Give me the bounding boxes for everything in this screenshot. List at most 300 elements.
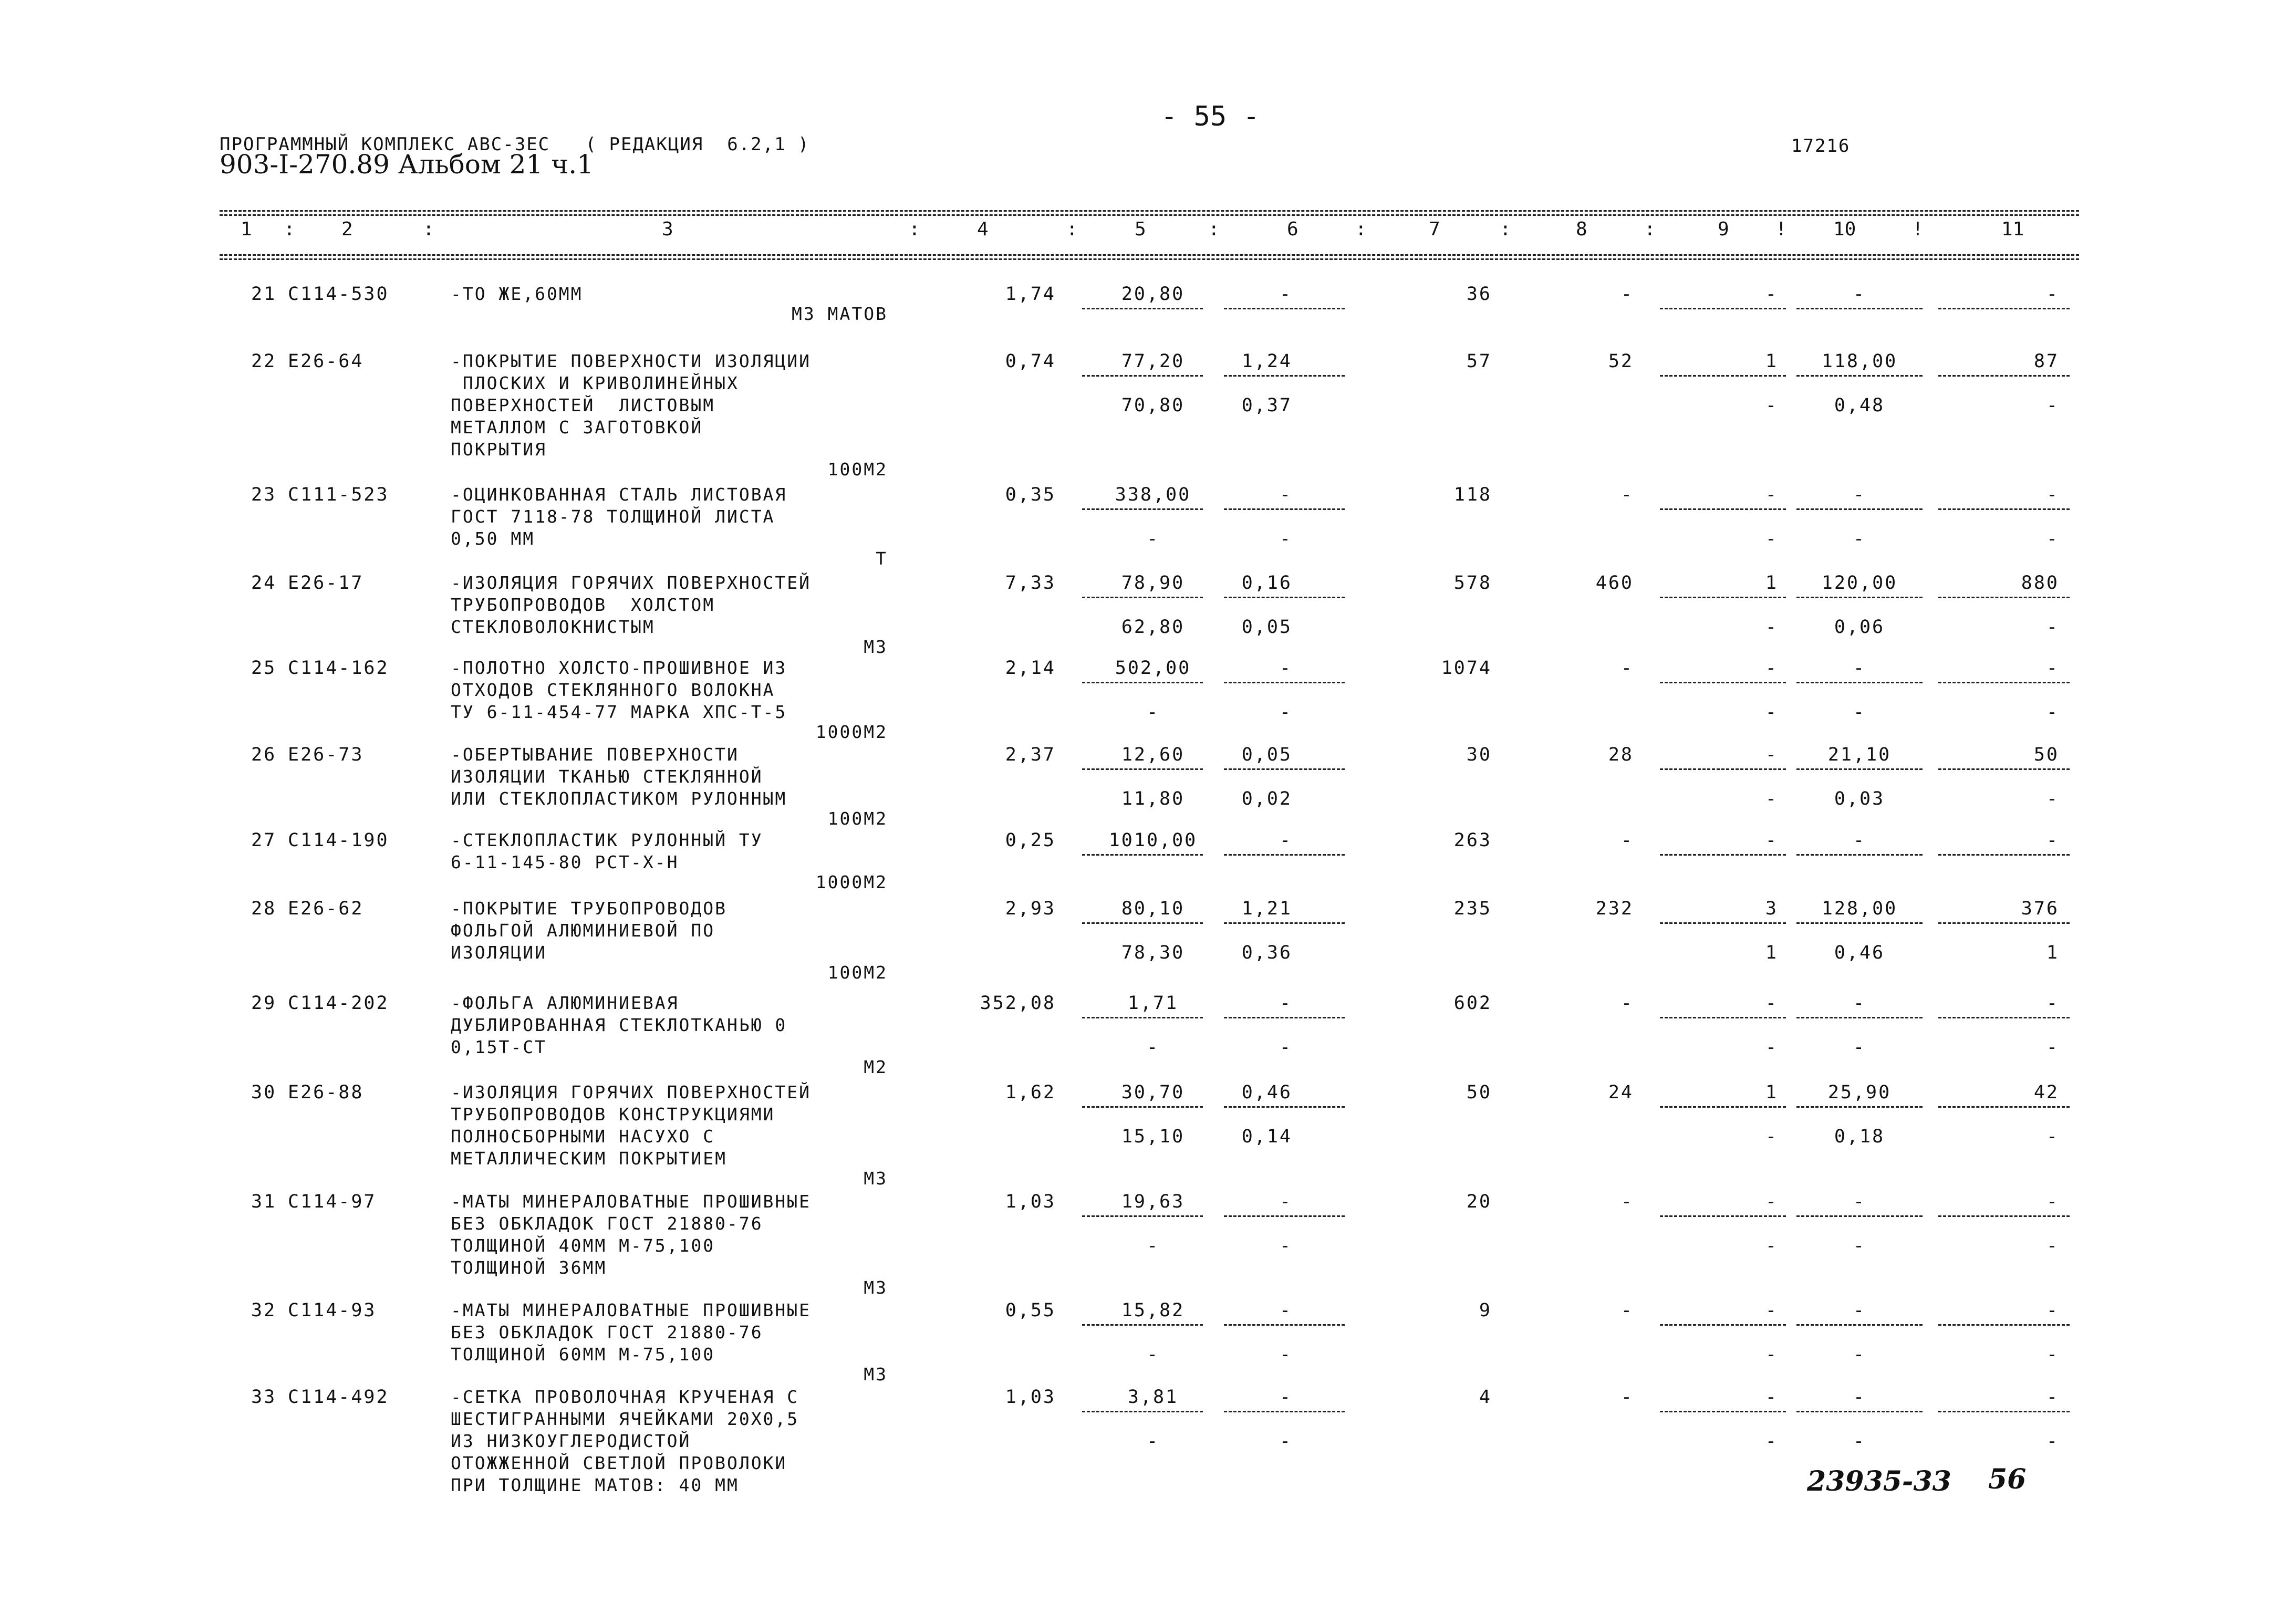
unit-of-measure: М3 МАТОВ	[792, 304, 888, 324]
value-c6-lower: 0,05	[1241, 617, 1292, 638]
description-line: БЕЗ ОБКЛАДОК ГОСТ 21880-76	[451, 1213, 763, 1234]
cell-divider-rule	[1660, 682, 1786, 683]
description-line: ИЛИ СТЕКЛОПЛАСТИКОМ РУЛОННЫМ	[451, 788, 787, 809]
value-c8: 460	[1595, 573, 1634, 594]
value-c7: 4	[1479, 1387, 1492, 1408]
value-c10-lower: -	[1853, 702, 1866, 723]
description-line: -МАТЫ МИНЕРАЛОВАТНЫЕ ПРОШИВНЫЕ	[451, 1191, 812, 1212]
value-c5-upper: 15,82	[1121, 1300, 1185, 1321]
quantity: 2,93	[1005, 898, 1056, 919]
cell-divider-rule	[1660, 922, 1786, 924]
description-line: -ПОКРЫТИЕ ТРУБОПРОВОДОВ	[451, 898, 727, 919]
cell-divider-rule	[1796, 854, 1923, 856]
value-c6-upper: 0,16	[1241, 573, 1292, 594]
quantity: 1,03	[1005, 1387, 1056, 1408]
value-c7: 50	[1466, 1082, 1492, 1103]
value-c10-upper: 128,00	[1821, 898, 1898, 919]
description-line: ИЗОЛЯЦИИ	[451, 942, 547, 963]
value-c6-lower: 0,36	[1241, 942, 1292, 963]
resource-code: С111-523	[288, 484, 389, 505]
value-c8: 24	[1608, 1082, 1634, 1103]
value-c8: -	[1620, 830, 1634, 851]
value-c11-upper: 880	[2021, 573, 2059, 594]
value-c6-upper: 1,24	[1241, 351, 1292, 372]
cell-divider-rule	[1224, 597, 1345, 598]
value-c9-upper: 1	[1765, 351, 1778, 372]
value-c10-upper: -	[1853, 1300, 1866, 1321]
value-c10-upper: -	[1853, 1387, 1866, 1408]
value-c8: 232	[1595, 898, 1634, 919]
value-c6-lower: -	[1279, 1431, 1292, 1452]
quantity: 0,74	[1005, 351, 1056, 372]
description-line: -МАТЫ МИНЕРАЛОВАТНЫЕ ПРОШИВНЫЕ	[451, 1300, 812, 1320]
cell-divider-rule	[1938, 308, 2070, 309]
cell-divider-rule	[1224, 375, 1345, 377]
quantity: 1,62	[1005, 1082, 1056, 1103]
table-top-rule-2	[220, 214, 2079, 216]
description-line: -СТЕКЛОПЛАСТИК РУЛОННЫЙ ТУ	[451, 830, 763, 850]
value-c9-upper: -	[1765, 993, 1778, 1014]
description-line: -ПОЛОТНО ХОЛСТО-ПРОШИВНОЕ ИЗ	[451, 658, 787, 678]
cell-divider-rule	[1224, 1324, 1345, 1326]
value-c5-upper: 20,80	[1121, 284, 1185, 305]
value-c9-lower: 1	[1765, 942, 1778, 963]
value-c10-upper: 120,00	[1821, 573, 1898, 594]
value-c10-lower: -	[1853, 1235, 1866, 1256]
cell-divider-rule	[1224, 768, 1345, 770]
value-c5-lower: 15,10	[1121, 1126, 1185, 1147]
description-line: СТЕКЛОВОЛОКНИСТЫМ	[451, 617, 655, 637]
column-header-5: 5	[1135, 218, 1146, 240]
value-c7: 30	[1466, 744, 1492, 765]
value-c10-upper: -	[1853, 484, 1866, 505]
cell-divider-rule	[1796, 922, 1923, 924]
value-c7: 36	[1466, 284, 1492, 305]
unit-of-measure: 100М2	[827, 962, 888, 983]
value-c5-lower: 70,80	[1121, 395, 1185, 416]
value-c11-upper: 376	[2021, 898, 2059, 919]
value-c5-upper: 30,70	[1121, 1082, 1185, 1103]
row-number: 27	[251, 830, 277, 851]
value-c9-lower: -	[1765, 1431, 1778, 1452]
quantity: 2,14	[1005, 658, 1056, 679]
value-c10-upper: 25,90	[1827, 1082, 1892, 1103]
value-c5-lower: -	[1146, 1037, 1160, 1058]
column-separator: :	[423, 218, 434, 240]
description-line: ПОКРЫТИЯ	[451, 439, 547, 460]
cell-divider-rule	[1082, 922, 1203, 924]
value-c11-lower: -	[2046, 702, 2059, 723]
value-c5-upper: 77,20	[1121, 351, 1185, 372]
cell-divider-rule	[1660, 1215, 1786, 1217]
resource-code: С114-93	[288, 1300, 377, 1321]
column-separator: !	[1775, 218, 1787, 240]
table-header-rule	[220, 254, 2079, 256]
description-line: БЕЗ ОБКЛАДОК ГОСТ 21880-76	[451, 1322, 763, 1343]
cell-divider-rule	[1224, 1017, 1345, 1018]
cell-divider-rule	[1082, 597, 1203, 598]
value-c10-upper: -	[1853, 658, 1866, 679]
unit-of-measure: М3	[864, 637, 888, 657]
value-c9-upper: -	[1765, 744, 1778, 765]
cell-divider-rule	[1796, 1017, 1923, 1018]
cell-divider-rule	[1938, 682, 2070, 683]
unit-of-measure: М2	[864, 1057, 888, 1077]
unit-of-measure: М3	[864, 1277, 888, 1298]
unit-of-measure: М3	[864, 1364, 888, 1385]
column-separator: :	[1500, 218, 1511, 240]
resource-code: Е26-88	[288, 1082, 364, 1103]
value-c11-upper: 42	[2033, 1082, 2059, 1103]
unit-of-measure: М3	[864, 1168, 888, 1189]
value-c9-lower: -	[1765, 1126, 1778, 1147]
description-line: ПЛОСКИХ И КРИВОЛИНЕЙНЫХ	[451, 373, 739, 393]
value-c10-lower: -	[1853, 1344, 1866, 1365]
value-c6-lower: -	[1279, 1235, 1292, 1256]
value-c7: 9	[1479, 1300, 1492, 1321]
value-c9-lower: -	[1765, 788, 1778, 809]
row-number: 23	[251, 484, 277, 505]
value-c10-upper: 21,10	[1827, 744, 1892, 765]
description-line: ИЗ НИЗКОУГЛЕРОДИСТОЙ	[451, 1431, 691, 1451]
value-c10-lower: 0,48	[1834, 395, 1885, 416]
value-c10-lower: -	[1853, 528, 1866, 549]
value-c10-upper: -	[1853, 830, 1866, 851]
column-header-6: 6	[1287, 218, 1298, 240]
cell-divider-rule	[1796, 1106, 1923, 1108]
value-c10-lower: -	[1853, 1431, 1866, 1452]
cell-divider-rule	[1082, 854, 1203, 856]
column-separator: :	[1066, 218, 1078, 240]
resource-code: С114-530	[288, 284, 389, 305]
value-c7: 578	[1453, 573, 1492, 594]
value-c5-lower: -	[1146, 702, 1160, 723]
value-c9-lower: -	[1765, 1235, 1778, 1256]
value-c7: 1074	[1441, 658, 1492, 679]
description-line: ФОЛЬГОЙ АЛЮМИНИЕВОЙ ПО	[451, 920, 715, 941]
unit-of-measure: 100М2	[827, 808, 888, 829]
cell-divider-rule	[1224, 682, 1345, 683]
value-c9-upper: -	[1765, 1387, 1778, 1408]
column-header-10: 10	[1833, 218, 1856, 240]
value-c6-upper: -	[1279, 484, 1292, 505]
cell-divider-rule	[1082, 1324, 1203, 1326]
cell-divider-rule	[1224, 922, 1345, 924]
value-c5-upper: 502,00	[1115, 658, 1191, 679]
row-number: 33	[251, 1387, 277, 1408]
cell-divider-rule	[1082, 508, 1203, 510]
document-code: 17216	[1791, 136, 1851, 157]
value-c9-upper: -	[1765, 484, 1778, 505]
description-line: -ОБЕРТЫВАНИЕ ПОВЕРХНОСТИ	[451, 744, 739, 765]
value-c11-upper: -	[2046, 484, 2059, 505]
column-header-3: 3	[662, 218, 673, 240]
value-c6-lower: -	[1279, 702, 1292, 723]
value-c11-lower: -	[2046, 1344, 2059, 1365]
row-number: 24	[251, 573, 277, 594]
value-c8: -	[1620, 993, 1634, 1014]
cell-divider-rule	[1938, 1106, 2070, 1108]
resource-code: Е26-17	[288, 573, 364, 594]
cell-divider-rule	[1796, 682, 1923, 683]
value-c11-lower: -	[2046, 1037, 2059, 1058]
quantity: 352,08	[980, 993, 1056, 1014]
value-c9-lower: -	[1765, 617, 1778, 638]
value-c9-upper: -	[1765, 658, 1778, 679]
cell-divider-rule	[1660, 1017, 1786, 1018]
value-c5-lower: -	[1146, 528, 1160, 549]
cell-divider-rule	[1796, 375, 1923, 377]
column-header-8: 8	[1576, 218, 1587, 240]
resource-code: С114-97	[288, 1191, 377, 1212]
cell-divider-rule	[1938, 508, 2070, 510]
value-c7: 118	[1453, 484, 1492, 505]
cell-divider-rule	[1796, 597, 1923, 598]
description-line: 0,50 ММ	[451, 528, 535, 549]
column-separator: :	[1644, 218, 1656, 240]
row-number: 31	[251, 1191, 277, 1212]
value-c11-lower: -	[2046, 1235, 2059, 1256]
description-line: -ИЗОЛЯЦИЯ ГОРЯЧИХ ПОВЕРХНОСТЕЙ	[451, 573, 812, 593]
column-header-1: 1	[241, 218, 252, 240]
cell-divider-rule	[1660, 854, 1786, 856]
quantity: 1,03	[1005, 1191, 1056, 1212]
cell-divider-rule	[1796, 508, 1923, 510]
value-c11-lower: -	[2046, 1431, 2059, 1452]
cell-divider-rule	[1224, 854, 1345, 856]
row-number: 21	[251, 284, 277, 305]
registration-stamp: 23935-33	[1807, 1465, 1951, 1497]
resource-code: С114-162	[288, 658, 389, 679]
cell-divider-rule	[1938, 1411, 2070, 1412]
program-header: ПРОГРАММНЫЙ КОМПЛЕКС АВС-3ЕС ( РЕДАКЦИЯ 6.2,1 )	[220, 134, 810, 155]
value-c5-upper: 19,63	[1121, 1191, 1185, 1212]
cell-divider-rule	[1938, 768, 2070, 770]
value-c7: 602	[1453, 993, 1492, 1014]
quantity: 7,33	[1005, 573, 1056, 594]
resource-code: С114-492	[288, 1387, 389, 1408]
album-reference: 903-I-270.89 Альбом 21 ч.1	[220, 149, 594, 180]
value-c7: 20	[1466, 1191, 1492, 1212]
cell-divider-rule	[1660, 1106, 1786, 1108]
unit-of-measure: 1000М2	[815, 722, 888, 742]
value-c11-lower: -	[2046, 395, 2059, 416]
cell-divider-rule	[1938, 1215, 2070, 1217]
description-line: ТРУБОПРОВОДОВ КОНСТРУКЦИЯМИ	[451, 1104, 775, 1125]
value-c5-lower: 78,30	[1121, 942, 1185, 963]
description-line: ТОЛЩИНОЙ 60ММ М-75,100	[451, 1344, 715, 1365]
row-number: 22	[251, 351, 277, 372]
resource-code: Е26-62	[288, 898, 364, 919]
value-c11-upper: -	[2046, 1300, 2059, 1321]
table-top-rule	[220, 210, 2079, 212]
value-c10-upper: -	[1853, 284, 1866, 305]
value-c11-lower: 1	[2046, 942, 2059, 963]
cell-divider-rule	[1082, 1215, 1203, 1217]
cell-divider-rule	[1938, 375, 2070, 377]
value-c5-upper: 3,81	[1127, 1387, 1179, 1408]
description-line: ТРУБОПРОВОДОВ ХОЛСТОМ	[451, 595, 715, 615]
description-line: ОТХОДОВ СТЕКЛЯННОГО ВОЛОКНА	[451, 680, 775, 700]
value-c10-lower: -	[1853, 1037, 1866, 1058]
description-line: ГОСТ 7118-78 ТОЛЩИНОЙ ЛИСТА	[451, 506, 775, 527]
description-line: ТОЛЩИНОЙ 36ММ	[451, 1257, 607, 1278]
value-c10-upper: -	[1853, 1191, 1866, 1212]
row-number: 28	[251, 898, 277, 919]
value-c6-upper: 0,05	[1241, 744, 1292, 765]
description-line: ИЗОЛЯЦИИ ТКАНЬЮ СТЕКЛЯННОЙ	[451, 766, 763, 787]
value-c11-lower: -	[2046, 617, 2059, 638]
description-line: ОТОЖЖЕННОЙ СВЕТЛОЙ ПРОВОЛОКИ	[451, 1453, 787, 1473]
column-separator: :	[284, 218, 295, 240]
value-c8: -	[1620, 1387, 1634, 1408]
value-c10-upper: -	[1853, 993, 1866, 1014]
unit-of-measure: 1000М2	[815, 872, 888, 892]
description-line: -СЕТКА ПРОВОЛОЧНАЯ КРУЧЕНАЯ С	[451, 1387, 799, 1407]
cell-divider-rule	[1082, 682, 1203, 683]
description-line: 0,15Т-СТ	[451, 1037, 547, 1057]
cell-divider-rule	[1938, 854, 2070, 856]
value-c10-lower: 0,06	[1834, 617, 1885, 638]
value-c5-upper: 1010,00	[1108, 830, 1198, 851]
value-c9-upper: -	[1765, 830, 1778, 851]
value-c11-lower: -	[2046, 528, 2059, 549]
value-c6-lower: -	[1279, 1037, 1292, 1058]
value-c9-upper: 1	[1765, 1082, 1778, 1103]
cell-divider-rule	[1660, 1411, 1786, 1412]
value-c11-upper: 87	[2033, 351, 2059, 372]
value-c6-lower: 0,02	[1241, 788, 1292, 809]
cell-divider-rule	[1660, 375, 1786, 377]
cell-divider-rule	[1082, 1411, 1203, 1412]
description-line: ШЕСТИГРАННЫМИ ЯЧЕЙКАМИ 20Х0,5	[451, 1409, 799, 1429]
value-c10-lower: 0,46	[1834, 942, 1885, 963]
value-c8: -	[1620, 658, 1634, 679]
value-c5-lower: 62,80	[1121, 617, 1185, 638]
quantity: 0,35	[1005, 484, 1056, 505]
page-number: - 55 -	[1161, 101, 1260, 132]
cell-divider-rule	[1796, 1215, 1923, 1217]
row-number: 25	[251, 658, 277, 679]
value-c6-upper: -	[1279, 993, 1292, 1014]
value-c5-upper: 12,60	[1121, 744, 1185, 765]
value-c11-upper: -	[2046, 284, 2059, 305]
cell-divider-rule	[1938, 597, 2070, 598]
value-c6-upper: 1,21	[1241, 898, 1292, 919]
row-number: 32	[251, 1300, 277, 1321]
value-c9-upper: 3	[1765, 898, 1778, 919]
value-c11-upper: -	[2046, 993, 2059, 1014]
cell-divider-rule	[1660, 308, 1786, 309]
description-line: -ФОЛЬГА АЛЮМИНИЕВАЯ	[451, 993, 679, 1013]
value-c9-upper: -	[1765, 284, 1778, 305]
value-c9-upper: -	[1765, 1191, 1778, 1212]
row-number: 29	[251, 993, 277, 1014]
value-c5-upper: 338,00	[1115, 484, 1191, 505]
value-c11-lower: -	[2046, 1126, 2059, 1147]
cell-divider-rule	[1938, 922, 2070, 924]
value-c5-lower: 11,80	[1121, 788, 1185, 809]
value-c6-upper: -	[1279, 284, 1292, 305]
column-header-7: 7	[1429, 218, 1440, 240]
cell-divider-rule	[1660, 768, 1786, 770]
cell-divider-rule	[1224, 1215, 1345, 1217]
value-c6-lower: -	[1279, 1344, 1292, 1365]
description-line: ПОЛНОСБОРНЫМИ НАСУХО С	[451, 1126, 715, 1147]
column-header-9: 9	[1718, 218, 1729, 240]
resource-code: С114-202	[288, 993, 389, 1014]
column-header-4: 4	[977, 218, 989, 240]
value-c8: -	[1620, 1191, 1634, 1212]
value-c9-lower: -	[1765, 528, 1778, 549]
value-c9-upper: -	[1765, 1300, 1778, 1321]
resource-code: Е26-73	[288, 744, 364, 765]
cell-divider-rule	[1796, 1324, 1923, 1326]
sheet-number: 56	[1988, 1463, 2027, 1495]
value-c9-lower: -	[1765, 1344, 1778, 1365]
cell-divider-rule	[1660, 1324, 1786, 1326]
value-c5-upper: 80,10	[1121, 898, 1185, 919]
cell-divider-rule	[1796, 1411, 1923, 1412]
column-separator: :	[1355, 218, 1367, 240]
value-c8: -	[1620, 1300, 1634, 1321]
column-header-2: 2	[341, 218, 353, 240]
cell-divider-rule	[1224, 508, 1345, 510]
value-c6-upper: -	[1279, 1387, 1292, 1408]
value-c8: -	[1620, 284, 1634, 305]
cell-divider-rule	[1938, 1324, 2070, 1326]
column-separator: :	[1208, 218, 1220, 240]
value-c8: -	[1620, 484, 1634, 505]
value-c6-upper: -	[1279, 658, 1292, 679]
description-line: МЕТАЛЛИЧЕСКИМ ПОКРЫТИЕМ	[451, 1148, 727, 1169]
quantity: 2,37	[1005, 744, 1056, 765]
value-c11-upper: -	[2046, 830, 2059, 851]
column-header-11: 11	[2001, 218, 2024, 240]
value-c6-lower: -	[1279, 528, 1292, 549]
cell-divider-rule	[1224, 308, 1345, 309]
quantity: 1,74	[1005, 284, 1056, 305]
value-c6-upper: -	[1279, 1300, 1292, 1321]
cell-divider-rule	[1660, 597, 1786, 598]
value-c10-upper: 118,00	[1821, 351, 1898, 372]
cell-divider-rule	[1082, 1017, 1203, 1018]
value-c5-lower: -	[1146, 1431, 1160, 1452]
description-line: -ТО ЖЕ,60ММ	[451, 284, 583, 304]
value-c6-lower: 0,37	[1241, 395, 1292, 416]
value-c5-lower: -	[1146, 1235, 1160, 1256]
value-c10-lower: 0,03	[1834, 788, 1885, 809]
description-line: -ИЗОЛЯЦИЯ ГОРЯЧИХ ПОВЕРХНОСТЕЙ	[451, 1082, 812, 1102]
resource-code: Е26-64	[288, 351, 364, 372]
resource-code: С114-190	[288, 830, 389, 851]
value-c10-lower: 0,18	[1834, 1126, 1885, 1147]
description-line: ПОВЕРХНОСТЕЙ ЛИСТОВЫМ	[451, 395, 715, 415]
value-c11-upper: -	[2046, 1387, 2059, 1408]
value-c5-lower: -	[1146, 1344, 1160, 1365]
value-c9-lower: -	[1765, 702, 1778, 723]
cell-divider-rule	[1796, 768, 1923, 770]
value-c5-upper: 78,90	[1121, 573, 1185, 594]
value-c11-upper: -	[2046, 658, 2059, 679]
row-number: 26	[251, 744, 277, 765]
value-c6-upper: 0,46	[1241, 1082, 1292, 1103]
value-c6-lower: 0,14	[1241, 1126, 1292, 1147]
cell-divider-rule	[1660, 508, 1786, 510]
cell-divider-rule	[1224, 1106, 1345, 1108]
description-line: ПРИ ТОЛЩИНЕ МАТОВ: 40 ММ	[451, 1475, 739, 1495]
value-c6-upper: -	[1279, 1191, 1292, 1212]
